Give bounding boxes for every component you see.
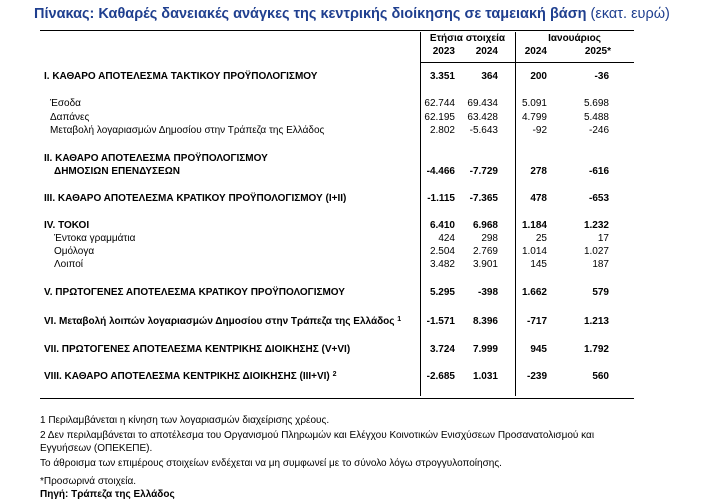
footnote-provisional: *Προσωρινά στοιχεία. <box>40 476 137 487</box>
cell: 25 <box>535 233 547 244</box>
cell: 5.698 <box>583 98 609 109</box>
cell: -36 <box>594 71 609 82</box>
cell: 4.799 <box>521 112 547 123</box>
footnote-rounding: Το άθροισμα των επιμέρους στοιχείων ενδέχεται να μη συμφωνεί με το σύνολο λόγω στρογγυλοποίησης. <box>40 458 502 469</box>
footnote-2: 2 Δεν περιλαμβάνεται το αποτέλεσμα του Οργανισμού Πληρωμών και Ελέγχου Κοινοτικών Ενισχύσεων Προσανατολισμού και <box>40 430 595 441</box>
cell: 5.295 <box>429 287 455 298</box>
row-label-net-central: VIII. ΚΑΘΑΡΟ ΑΠΟΤΕΛΕΣΜΑ ΚΕΝΤΡΙΚΗΣ ΔΙΟΙΚΗΣΗΣ (III+VI) $^2$ <box>44 371 337 382</box>
cell: 1.031 <box>472 371 498 382</box>
cell: 945 <box>530 344 547 355</box>
cell: 8.396 <box>472 316 498 327</box>
cell: 1.213 <box>583 316 609 327</box>
cell: 579 <box>592 287 609 298</box>
cell: 424 <box>438 233 455 244</box>
cell: 2.504 <box>429 246 455 257</box>
cell: -1.115 <box>427 193 455 204</box>
row-label-account-change: Μεταβολή λογαριασμών Δημοσίου στην Τράπεζα της Ελλάδος <box>50 125 325 136</box>
row-label-expenditure: Δαπάνες <box>50 112 90 123</box>
cell: 298 <box>481 233 498 244</box>
cell: -7.365 <box>469 193 498 204</box>
cell: 63.428 <box>467 112 498 123</box>
footnote-1: 1 Περιλαμβάνεται η κίνηση των λογαριασμών διαχείρισης χρέους. <box>40 415 330 426</box>
cell: 5.091 <box>521 98 547 109</box>
cell: 62.744 <box>424 98 455 109</box>
cell: 7.999 <box>472 344 498 355</box>
cell: 2.802 <box>429 125 455 136</box>
cell: -239 <box>526 371 547 382</box>
cell: -2.685 <box>426 371 455 382</box>
cell: -92 <box>532 125 547 136</box>
row-label-public-investment: II. ΚΑΘΑΡΟ ΑΠΟΤΕΛΕΣΜΑ ΠΡΟΫΠΟΛΟΓΙΣΜΟΥ <box>44 153 268 164</box>
cell: 1.184 <box>521 220 547 231</box>
cell: -653 <box>588 193 609 204</box>
row-label-state-budget: III. ΚΑΘΑΡΟ ΑΠΟΤΕΛΕΣΜΑ ΚΡΑΤΙΚΟΥ ΠΡΟΫΠΟΛΟΓΙΣΜΟΥ (I+II) <box>44 193 347 204</box>
header-col-jan-2024: 2024 <box>524 46 547 57</box>
cell: 6.968 <box>472 220 498 231</box>
cell: 3.901 <box>472 259 498 270</box>
cell: 560 <box>592 371 609 382</box>
row-label-other-accounts: VI. Μεταβολή λοιπών λογαριασμών Δημοσίου στην Τράπεζα της Ελλάδος $^1$ <box>44 316 402 327</box>
cell: 6.410 <box>429 220 455 231</box>
row-label-public-investment-line2: ΔΗΜΟΣΙΩΝ ΕΠΕΝΔΥΣΕΩΝ <box>54 166 180 177</box>
title-unit: (εκατ. ευρώ) <box>590 6 670 22</box>
cell: 69.434 <box>467 98 498 109</box>
cell: 1.662 <box>521 287 547 298</box>
cell: 187 <box>592 259 609 270</box>
cell: 2.769 <box>472 246 498 257</box>
cell: 1.027 <box>583 246 609 257</box>
cell: 1.014 <box>521 246 547 257</box>
cell: 278 <box>530 166 547 177</box>
column-divider-left <box>420 32 421 396</box>
cell: -246 <box>588 125 609 136</box>
cell: -616 <box>588 166 609 177</box>
table-top-rule <box>40 30 634 31</box>
row-label-other: Λοιποί <box>54 259 84 270</box>
footnote-2-cont: Εγγυήσεων (ΟΠΕΚΕΠΕ). <box>40 443 153 454</box>
cell: -4.466 <box>426 166 455 177</box>
cell: 200 <box>530 71 547 82</box>
header-col-jan-2025: 2025* <box>584 46 611 57</box>
cell: -1.571 <box>426 316 455 327</box>
header-col-2024: 2024 <box>475 46 498 57</box>
cell: 3.351 <box>429 71 455 82</box>
cell: 17 <box>597 233 609 244</box>
footnote-source: Πηγή: Τράπεζα της Ελλάδος <box>40 489 175 500</box>
row-label-primary-central: VII. ΠΡΩΤΟΓΕΝΕΣ ΑΠΟΤΕΛΕΣΜΑ ΚΕΝΤΡΙΚΗΣ ΔΙΟΙΚΗΣΗΣ (V+VI) <box>44 344 351 355</box>
cell: 145 <box>530 259 547 270</box>
row-label-treasury-bills: Έντοκα γραμμάτια <box>54 233 136 244</box>
cell: -717 <box>526 316 547 327</box>
cell: 478 <box>530 193 547 204</box>
page-title <box>34 6 670 22</box>
row-label-interest: IV. ΤΟΚΟΙ <box>44 220 90 231</box>
row-label-net-regular-budget: I. ΚΑΘΑΡΟ ΑΠΟΤΕΛΕΣΜΑ ΤΑΚΤΙΚΟΥ ΠΡΟΫΠΟΛΟΓΙΣΜΟΥ <box>44 71 318 82</box>
header-bottom-rule <box>420 62 634 63</box>
header-january: Ιανουάριος <box>548 33 601 44</box>
cell: 3.724 <box>429 344 455 355</box>
header-col-2023: 2023 <box>432 46 455 57</box>
cell: 364 <box>481 71 498 82</box>
row-label-primary-state: V. ΠΡΩΤΟΓΕΝΕΣ ΑΠΟΤΕΛΕΣΜΑ ΚΡΑΤΙΚΟΥ ΠΡΟΫΠΟΛΟΓΙΣΜΟΥ <box>44 287 345 298</box>
cell: 5.488 <box>583 112 609 123</box>
cell: 62.195 <box>424 112 455 123</box>
row-label-revenue: Έσοδα <box>50 98 81 109</box>
cell: 1.792 <box>583 344 609 355</box>
column-divider-mid <box>515 32 516 396</box>
cell: -5.643 <box>469 125 498 136</box>
cell: 3.482 <box>429 259 455 270</box>
row-label-bonds: Ομόλογα <box>54 246 95 257</box>
cell: -398 <box>477 287 498 298</box>
cell: -7.729 <box>469 166 498 177</box>
title-text: Πίνακας: Καθαρές δανειακές ανάγκες της κεντρικής διοίκησης σε ταμειακή βάση <box>34 6 587 22</box>
header-annual: Ετήσια στοιχεία <box>429 33 506 44</box>
table-bottom-rule <box>40 398 634 399</box>
cell: 1.232 <box>583 220 609 231</box>
